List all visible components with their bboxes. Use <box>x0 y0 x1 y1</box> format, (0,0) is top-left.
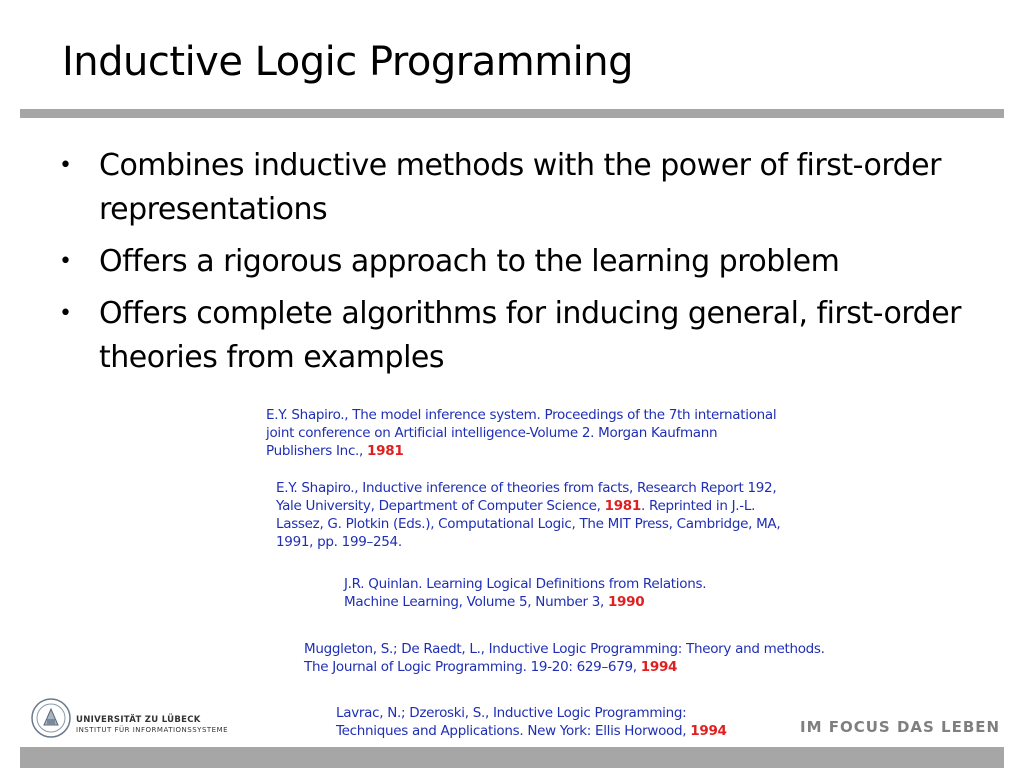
logo-university-name: UNIVERSITÄT ZU LÜBECK <box>76 715 201 725</box>
reference-line: E.Y. Shapiro., The model inference system. Proceedings of the 7th international <box>266 407 777 423</box>
bullet-dot-icon: • <box>59 301 72 326</box>
reference-year: 1990 <box>607 594 645 610</box>
reference-year: 1994 <box>690 723 727 739</box>
bullet-dot-icon: • <box>59 153 72 178</box>
bullet-item <box>55 292 965 380</box>
reference-line: Machine Learning, Volume 5, Number 3, 1990 <box>344 594 645 610</box>
reference-shapiro-1981b <box>276 479 780 551</box>
bullet-text: Offers a rigorous approach to the learning problem <box>99 244 840 279</box>
footer-bar <box>20 747 1004 768</box>
bullet-list <box>55 144 965 388</box>
reference-quinlan-1990 <box>344 575 706 611</box>
reference-line: Muggleton, S.; De Raedt, L., Inductive Logic Programming: Theory and methods. <box>304 641 825 657</box>
reference-line: Lassez, G. Plotkin (Eds.), Computational Logic, The MIT Press, Cambridge, MA, <box>276 516 781 532</box>
reference-line: The Journal of Logic Programming. 19-20: 629–679, 1994 <box>304 659 678 675</box>
bullet-text: Combines inductive methods with the power of first-order representations <box>99 148 941 227</box>
reference-line: joint conference on Artificial intelligence-Volume 2. Morgan Kaufmann <box>266 425 718 441</box>
bullet-item <box>55 240 965 284</box>
reference-line: Yale University, Department of Computer Science, 1981. Reprinted in J.-L. <box>276 498 756 514</box>
footer-slogan: IM FOCUS DAS LEBEN <box>800 718 1001 736</box>
bullet-item <box>55 144 965 232</box>
slide-title: Inductive Logic Programming <box>62 39 634 85</box>
reference-line: Publishers Inc., 1981 <box>266 443 404 459</box>
reference-muggleton-1994 <box>304 640 825 676</box>
reference-line: E.Y. Shapiro., Inductive inference of theories from facts, Research Report 192, <box>276 480 777 496</box>
reference-lavrac-1994 <box>336 704 727 740</box>
bullet-text: Offers complete algorithms for inducing general, first-order theories from examples <box>99 296 962 375</box>
reference-line: Lavrac, N.; Dzeroski, S., Inductive Logic Programming: <box>336 705 687 721</box>
reference-year: 1994 <box>640 659 678 675</box>
university-logo <box>30 697 230 745</box>
university-seal-icon <box>30 697 72 739</box>
reference-shapiro-1981a <box>266 406 776 460</box>
reference-year: 1981 <box>367 443 404 459</box>
reference-line: Techniques and Applications. New York: Ellis Horwood, 1994 <box>336 723 727 739</box>
bullet-dot-icon: • <box>59 249 72 274</box>
reference-year: 1981 <box>604 498 641 514</box>
logo-institute-name: INSTITUT FÜR INFORMATIONSSYSTEME <box>76 726 229 734</box>
title-divider <box>20 109 1004 118</box>
reference-line: 1991, pp. 199–254. <box>276 534 402 550</box>
reference-line: J.R. Quinlan. Learning Logical Definitions from Relations. <box>344 576 707 592</box>
